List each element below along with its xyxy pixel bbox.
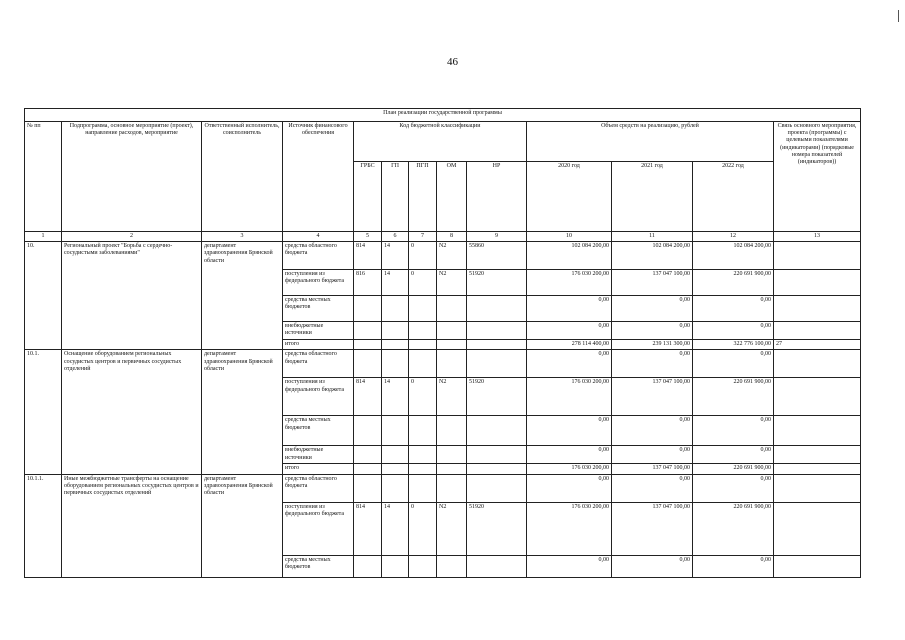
value-2021-cell: 239 131 300,00 bbox=[612, 340, 693, 350]
pgp-cell bbox=[409, 474, 437, 502]
grbs-cell bbox=[354, 350, 382, 378]
source-cell: средства местных бюджетов bbox=[283, 296, 354, 322]
grbs-cell: 816 bbox=[354, 270, 382, 296]
column-index-row bbox=[25, 232, 861, 242]
page-number: 46 bbox=[447, 56, 458, 68]
value-2022-cell: 0,00 bbox=[693, 416, 774, 446]
source-cell: поступления из федерального бюджета bbox=[283, 270, 354, 296]
gp-cell bbox=[382, 322, 409, 340]
gp-cell bbox=[382, 474, 409, 502]
om-cell: N2 bbox=[437, 270, 467, 296]
nr-cell: 51920 bbox=[467, 270, 527, 296]
nr-cell bbox=[467, 340, 527, 350]
column-index: 1 bbox=[25, 232, 62, 242]
grbs-cell bbox=[354, 555, 382, 577]
grbs-cell bbox=[354, 340, 382, 350]
source-cell: средства местных бюджетов bbox=[283, 555, 354, 577]
source-cell: средства областного бюджета bbox=[283, 350, 354, 378]
value-2022-cell: 220 691 900,00 bbox=[693, 464, 774, 474]
pgp-cell: 0 bbox=[409, 270, 437, 296]
pgp-cell bbox=[409, 446, 437, 464]
link-cell bbox=[774, 416, 861, 446]
value-2021-cell: 0,00 bbox=[612, 416, 693, 446]
value-2021-cell: 137 047 100,00 bbox=[612, 270, 693, 296]
header-budget-code: Код бюджетной классификации bbox=[354, 122, 527, 162]
value-2020-cell: 0,00 bbox=[527, 446, 612, 464]
om-cell bbox=[437, 555, 467, 577]
block-responsible: департамент здравоохранения Брянской области bbox=[202, 242, 283, 350]
column-index: 6 bbox=[382, 232, 409, 242]
nr-cell: 51920 bbox=[467, 378, 527, 416]
block-name: Иные межбюджетные трансферты на оснащение оборудованием региональных сосудистых центров и первичных сосудистых отделений bbox=[62, 474, 202, 577]
header-nr: НР bbox=[467, 162, 527, 232]
block-number: 10.1.1. bbox=[25, 474, 62, 577]
value-2022-cell: 322 776 100,00 bbox=[693, 340, 774, 350]
link-cell bbox=[774, 378, 861, 416]
value-2022-cell: 220 691 900,00 bbox=[693, 502, 774, 555]
value-2020-cell: 0,00 bbox=[527, 350, 612, 378]
grbs-cell bbox=[354, 296, 382, 322]
value-2020-cell: 0,00 bbox=[527, 555, 612, 577]
link-cell bbox=[774, 474, 861, 502]
gp-cell: 14 bbox=[382, 378, 409, 416]
value-2020-cell: 176 030 200,00 bbox=[527, 464, 612, 474]
grbs-cell: 814 bbox=[354, 242, 382, 270]
nr-cell: 55860 bbox=[467, 242, 527, 270]
grbs-cell bbox=[354, 446, 382, 464]
om-cell bbox=[437, 474, 467, 502]
table-row bbox=[25, 474, 861, 502]
link-cell bbox=[774, 464, 861, 474]
page-edge-mark bbox=[898, 10, 899, 22]
link-cell bbox=[774, 322, 861, 340]
block-number: 10.1. bbox=[25, 350, 62, 474]
header-grbs: ГРБС bbox=[354, 162, 382, 232]
gp-cell bbox=[382, 340, 409, 350]
gp-cell bbox=[382, 296, 409, 322]
value-2022-cell: 102 084 200,00 bbox=[693, 242, 774, 270]
source-cell: внебюджетные источники bbox=[283, 322, 354, 340]
gp-cell bbox=[382, 464, 409, 474]
grbs-cell bbox=[354, 474, 382, 502]
value-2020-cell: 0,00 bbox=[527, 416, 612, 446]
header-pgp: ПГП bbox=[409, 162, 437, 232]
link-cell bbox=[774, 446, 861, 464]
nr-cell: 51920 bbox=[467, 502, 527, 555]
column-index: 12 bbox=[693, 232, 774, 242]
grbs-cell bbox=[354, 322, 382, 340]
value-2021-cell: 0,00 bbox=[612, 446, 693, 464]
header-subprogram: Подпрограмма, основное мероприятие (проект), направление расходов, мероприятие bbox=[62, 122, 202, 232]
om-cell bbox=[437, 464, 467, 474]
column-index: 7 bbox=[409, 232, 437, 242]
value-2020-cell: 176 030 200,00 bbox=[527, 270, 612, 296]
source-cell: внебюджетные источники bbox=[283, 446, 354, 464]
column-index: 10 bbox=[527, 232, 612, 242]
value-2021-cell: 102 084 200,00 bbox=[612, 242, 693, 270]
nr-cell bbox=[467, 322, 527, 340]
column-index: 13 bbox=[774, 232, 861, 242]
pgp-cell: 0 bbox=[409, 502, 437, 555]
om-cell bbox=[437, 350, 467, 378]
pgp-cell bbox=[409, 350, 437, 378]
source-cell: средства местных бюджетов bbox=[283, 416, 354, 446]
value-2021-cell: 137 047 100,00 bbox=[612, 464, 693, 474]
value-2021-cell: 0,00 bbox=[612, 474, 693, 502]
pgp-cell bbox=[409, 340, 437, 350]
source-cell: средства областного бюджета bbox=[283, 242, 354, 270]
column-index: 8 bbox=[437, 232, 467, 242]
pgp-cell: 0 bbox=[409, 378, 437, 416]
om-cell bbox=[437, 340, 467, 350]
pgp-cell bbox=[409, 296, 437, 322]
gp-cell bbox=[382, 350, 409, 378]
header-volume: Объем средств на реализацию, рублей bbox=[527, 122, 774, 162]
value-2021-cell: 0,00 bbox=[612, 555, 693, 577]
pgp-cell bbox=[409, 464, 437, 474]
value-2022-cell: 220 691 900,00 bbox=[693, 378, 774, 416]
gp-cell bbox=[382, 416, 409, 446]
gp-cell: 14 bbox=[382, 502, 409, 555]
link-cell: 27 bbox=[774, 340, 861, 350]
block-number: 10. bbox=[25, 242, 62, 350]
header-om: ОМ bbox=[437, 162, 467, 232]
value-2020-cell: 176 030 200,00 bbox=[527, 502, 612, 555]
pgp-cell bbox=[409, 416, 437, 446]
grbs-cell: 814 bbox=[354, 502, 382, 555]
value-2020-cell: 0,00 bbox=[527, 296, 612, 322]
header-2021: 2021 год bbox=[612, 162, 693, 232]
gp-cell: 14 bbox=[382, 270, 409, 296]
table-row bbox=[25, 242, 861, 270]
value-2022-cell: 0,00 bbox=[693, 446, 774, 464]
block-name: Оснащение оборудованием региональных сосудистых центров и первичных сосудистых отделений bbox=[62, 350, 202, 474]
source-cell: поступления из федерального бюджета bbox=[283, 502, 354, 555]
header-link: Связь основного мероприятия, проекта (программы) с целевыми показателями (индикаторами) (порядковые номера показателей (индикаторов)) bbox=[774, 122, 861, 232]
link-cell bbox=[774, 296, 861, 322]
column-index: 3 bbox=[202, 232, 283, 242]
block-responsible: департамент здравоохранения Брянской области bbox=[202, 350, 283, 474]
om-cell bbox=[437, 446, 467, 464]
header-2020: 2020 год bbox=[527, 162, 612, 232]
om-cell: N2 bbox=[437, 242, 467, 270]
value-2020-cell: 278 114 400,00 bbox=[527, 340, 612, 350]
plan-table bbox=[24, 108, 861, 578]
table-title: План реализации государственной программы bbox=[25, 109, 861, 122]
pgp-cell bbox=[409, 555, 437, 577]
source-cell: итого bbox=[283, 340, 354, 350]
nr-cell bbox=[467, 416, 527, 446]
value-2022-cell: 220 691 900,00 bbox=[693, 270, 774, 296]
pgp-cell: 0 bbox=[409, 242, 437, 270]
nr-cell bbox=[467, 464, 527, 474]
value-2020-cell: 0,00 bbox=[527, 322, 612, 340]
value-2021-cell: 0,00 bbox=[612, 296, 693, 322]
source-cell: итого bbox=[283, 464, 354, 474]
value-2021-cell: 137 047 100,00 bbox=[612, 378, 693, 416]
block-name: Региональный проект "Борьба с сердечно-сосудистыми заболеваниями" bbox=[62, 242, 202, 350]
value-2022-cell: 0,00 bbox=[693, 322, 774, 340]
om-cell bbox=[437, 322, 467, 340]
om-cell bbox=[437, 416, 467, 446]
nr-cell bbox=[467, 350, 527, 378]
column-index: 4 bbox=[283, 232, 354, 242]
link-cell bbox=[774, 502, 861, 555]
link-cell bbox=[774, 270, 861, 296]
link-cell bbox=[774, 242, 861, 270]
column-index: 5 bbox=[354, 232, 382, 242]
value-2022-cell: 0,00 bbox=[693, 296, 774, 322]
value-2022-cell: 0,00 bbox=[693, 474, 774, 502]
header-source: Источник финансового обеспечения bbox=[283, 122, 354, 232]
value-2020-cell: 102 084 200,00 bbox=[527, 242, 612, 270]
om-cell: N2 bbox=[437, 378, 467, 416]
grbs-cell: 814 bbox=[354, 378, 382, 416]
table-row bbox=[25, 350, 861, 378]
header-n: № пп bbox=[25, 122, 62, 232]
header-responsible: Ответственный исполнитель, соисполнитель bbox=[202, 122, 283, 232]
link-cell bbox=[774, 555, 861, 577]
value-2022-cell: 0,00 bbox=[693, 350, 774, 378]
source-cell: средства областного бюджета bbox=[283, 474, 354, 502]
om-cell bbox=[437, 296, 467, 322]
source-cell: поступления из федерального бюджета bbox=[283, 378, 354, 416]
value-2020-cell: 176 030 200,00 bbox=[527, 378, 612, 416]
om-cell: N2 bbox=[437, 502, 467, 555]
value-2021-cell: 137 047 100,00 bbox=[612, 502, 693, 555]
grbs-cell bbox=[354, 464, 382, 474]
gp-cell bbox=[382, 446, 409, 464]
column-index: 9 bbox=[467, 232, 527, 242]
grbs-cell bbox=[354, 416, 382, 446]
gp-cell bbox=[382, 555, 409, 577]
value-2020-cell: 0,00 bbox=[527, 474, 612, 502]
column-index: 11 bbox=[612, 232, 693, 242]
column-index: 2 bbox=[62, 232, 202, 242]
gp-cell: 14 bbox=[382, 242, 409, 270]
link-cell bbox=[774, 350, 861, 378]
nr-cell bbox=[467, 296, 527, 322]
value-2021-cell: 0,00 bbox=[612, 322, 693, 340]
nr-cell bbox=[467, 555, 527, 577]
pgp-cell bbox=[409, 322, 437, 340]
nr-cell bbox=[467, 446, 527, 464]
header-gp: ГП bbox=[382, 162, 409, 232]
value-2022-cell: 0,00 bbox=[693, 555, 774, 577]
value-2021-cell: 0,00 bbox=[612, 350, 693, 378]
header-2022: 2022 год bbox=[693, 162, 774, 232]
block-responsible: департамент здравоохранения Брянской области bbox=[202, 474, 283, 577]
nr-cell bbox=[467, 474, 527, 502]
